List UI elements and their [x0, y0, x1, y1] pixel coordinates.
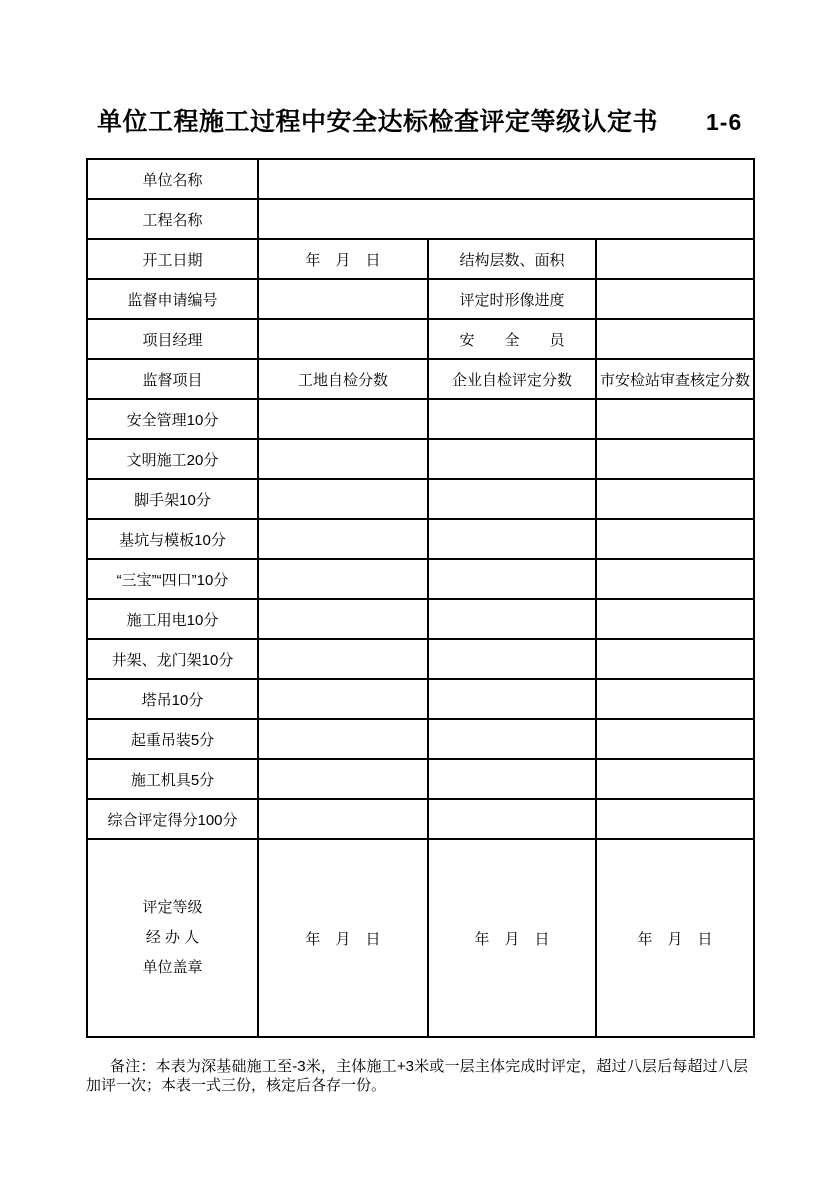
document-header	[97, 102, 742, 138]
stamp-lines	[142, 893, 202, 983]
table-row	[87, 279, 754, 319]
station-score-cell[interactable]	[596, 479, 754, 519]
station-score-cell[interactable]	[596, 679, 754, 719]
station-score-cell[interactable]	[596, 399, 754, 439]
company-score-cell[interactable]	[428, 439, 596, 479]
station-score-cell[interactable]	[596, 519, 754, 559]
tower-crane-label: 塔吊10分	[87, 679, 258, 719]
project-name-input-cell[interactable]	[258, 199, 754, 239]
company-score-cell[interactable]	[428, 479, 596, 519]
derrick-gantry-label: 井架、龙门架10分	[87, 639, 258, 679]
safety-evaluation-form-table	[86, 158, 755, 1038]
table-row	[87, 439, 754, 479]
table-row	[87, 679, 754, 719]
company-score-cell[interactable]	[428, 559, 596, 599]
three-treasures-four-openings-label: “三宝”“四口”10分	[87, 559, 258, 599]
site-score-cell[interactable]	[258, 799, 428, 839]
table-row	[87, 759, 754, 799]
site-score-cell[interactable]	[258, 439, 428, 479]
image-progress-input-cell[interactable]	[596, 279, 754, 319]
start-date-label: 开工日期	[87, 239, 258, 279]
site-date-cell[interactable]: 年 月 日	[258, 839, 428, 1037]
table-row	[87, 319, 754, 359]
supervision-apply-no-label: 监督申请编号	[87, 279, 258, 319]
construction-electricity-label: 施工用电10分	[87, 599, 258, 639]
station-score-cell[interactable]	[596, 559, 754, 599]
start-date-input-cell[interactable]: 年 月 日	[258, 239, 428, 279]
structure-area-input-cell[interactable]	[596, 239, 754, 279]
page-title: 单位工程施工过程中安全达标检查评定等级认定书	[97, 108, 659, 136]
station-date-cell[interactable]: 年 月 日	[596, 839, 754, 1037]
site-score-cell[interactable]	[258, 399, 428, 439]
station-verified-score-header: 市安检站审查核定分数	[596, 359, 754, 399]
unit-name-label: 单位名称	[87, 159, 258, 199]
site-score-cell[interactable]	[258, 599, 428, 639]
project-manager-label: 项目经理	[87, 319, 258, 359]
station-score-cell[interactable]	[596, 439, 754, 479]
site-score-cell[interactable]	[258, 559, 428, 599]
company-score-cell[interactable]	[428, 679, 596, 719]
station-score-cell[interactable]	[596, 799, 754, 839]
form-code: 1-6	[706, 109, 743, 135]
project-name-label: 工程名称	[87, 199, 258, 239]
safety-officer-input-cell[interactable]	[596, 319, 754, 359]
table-row	[87, 719, 754, 759]
unit-stamp-label: 单位盖章	[142, 959, 203, 976]
table-row	[87, 639, 754, 679]
site-score-cell[interactable]	[258, 639, 428, 679]
table-row	[87, 479, 754, 519]
table-row	[87, 519, 754, 559]
table-row	[87, 199, 754, 239]
safety-management-label: 安全管理10分	[87, 399, 258, 439]
table-row	[87, 559, 754, 599]
station-score-cell[interactable]	[596, 759, 754, 799]
table-row	[87, 599, 754, 639]
site-score-cell[interactable]	[258, 759, 428, 799]
table-row	[87, 239, 754, 279]
company-score-cell[interactable]	[428, 519, 596, 559]
station-score-cell[interactable]	[596, 719, 754, 759]
supervision-item-header: 监督项目	[87, 359, 258, 399]
table-row	[87, 799, 754, 839]
site-score-cell[interactable]	[258, 679, 428, 719]
company-date-cell[interactable]: 年 月 日	[428, 839, 596, 1037]
company-score-cell[interactable]	[428, 799, 596, 839]
grade-label: 评定等级	[142, 899, 203, 916]
image-progress-label: 评定时形像进度	[428, 279, 596, 319]
supervision-apply-no-input-cell[interactable]	[258, 279, 428, 319]
grade-signature-stamp-label	[87, 839, 258, 1037]
company-score-cell[interactable]	[428, 399, 596, 439]
station-score-cell[interactable]	[596, 599, 754, 639]
table-row	[87, 159, 754, 199]
structure-area-label: 结构层数、面积	[428, 239, 596, 279]
comprehensive-score-label: 综合评定得分100分	[87, 799, 258, 839]
signature-row	[87, 839, 754, 1037]
project-manager-input-cell[interactable]	[258, 319, 428, 359]
table-row	[87, 399, 754, 439]
handler-label: 经 办 人	[145, 929, 200, 946]
station-score-cell[interactable]	[596, 639, 754, 679]
site-score-cell[interactable]	[258, 719, 428, 759]
scaffolding-label: 脚手架10分	[87, 479, 258, 519]
company-score-cell[interactable]	[428, 599, 596, 639]
footnote: 备注：本表为深基础施工至-3米，主体施工+3米或一层主体完成时评定，超过八层后每超过八层加评一次；本表一式三份，核定后各存一份。	[86, 1058, 748, 1094]
site-score-cell[interactable]	[258, 519, 428, 559]
company-self-check-score-header: 企业自检评定分数	[428, 359, 596, 399]
table-header-row	[87, 359, 754, 399]
site-self-check-score-header: 工地自检分数	[258, 359, 428, 399]
safety-officer-label: 安 全 员	[428, 319, 596, 359]
company-score-cell[interactable]	[428, 719, 596, 759]
civilized-construction-label: 文明施工20分	[87, 439, 258, 479]
company-score-cell[interactable]	[428, 759, 596, 799]
lifting-hoisting-label: 起重吊装5分	[87, 719, 258, 759]
unit-name-input-cell[interactable]	[258, 159, 754, 199]
construction-machinery-label: 施工机具5分	[87, 759, 258, 799]
company-score-cell[interactable]	[428, 639, 596, 679]
site-score-cell[interactable]	[258, 479, 428, 519]
pit-formwork-label: 基坑与模板10分	[87, 519, 258, 559]
